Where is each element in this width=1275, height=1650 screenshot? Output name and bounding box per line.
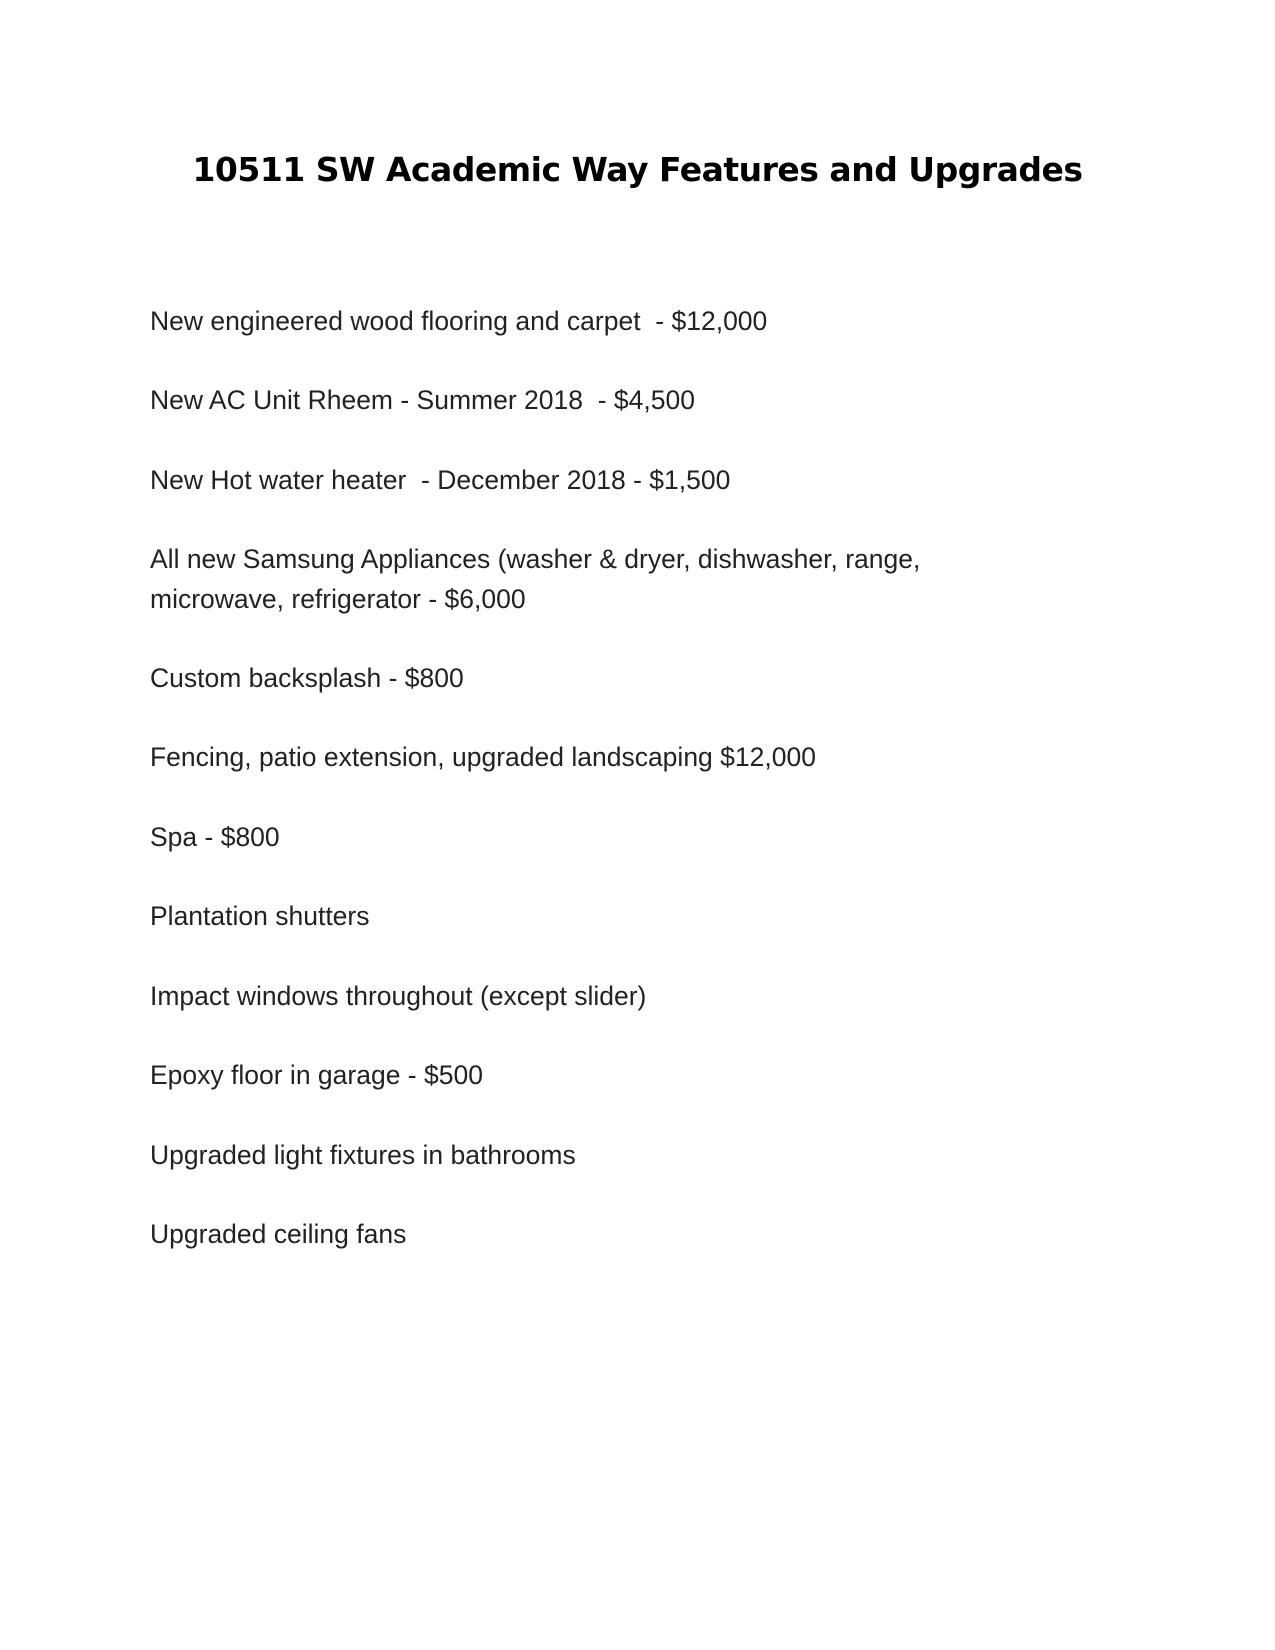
feature-item-landscaping: Fencing, patio extension, upgraded landscaping $12,000 — [150, 742, 816, 772]
feature-item-spa: Spa - $800 — [150, 822, 280, 852]
feature-item-backsplash: Custom backsplash - $800 — [150, 663, 464, 693]
feature-item-impact-windows: Impact windows throughout (except slider) — [150, 981, 647, 1011]
feature-item-light-fixtures: Upgraded light fixtures in bathrooms — [150, 1140, 576, 1170]
document-title: 10511 SW Academic Way Features and Upgrades — [192, 150, 1083, 189]
feature-item-epoxy-floor: Epoxy floor in garage - $500 — [150, 1060, 483, 1090]
feature-item-ac-unit: New AC Unit Rheem - Summer 2018 - $4,500 — [150, 385, 695, 415]
feature-item-appliances-line-2: microwave, refrigerator - $6,000 — [150, 584, 526, 614]
feature-item-water-heater: New Hot water heater - December 2018 - $1,500 — [150, 465, 731, 495]
feature-item-appliances-line-1: All new Samsung Appliances (washer & dryer, dishwasher, range, — [150, 544, 921, 574]
feature-item-shutters: Plantation shutters — [150, 901, 370, 931]
feature-item-flooring: New engineered wood flooring and carpet - $12,000 — [150, 306, 768, 336]
feature-item-ceiling-fans: Upgraded ceiling fans — [150, 1219, 407, 1249]
